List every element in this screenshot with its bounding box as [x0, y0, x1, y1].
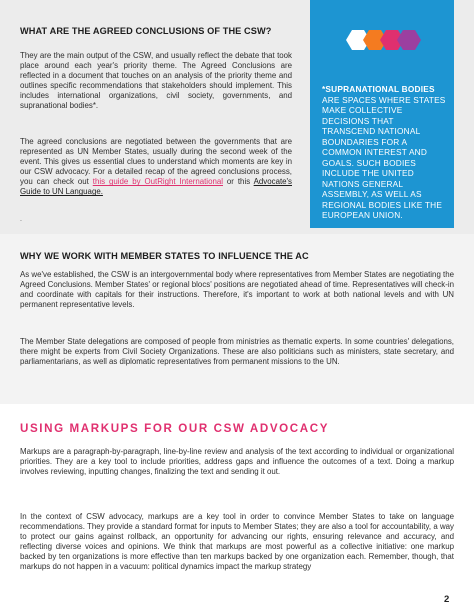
paragraph-member-states-2: The Member State delegations are composed of people from ministries as thematic experts. In some countries' delegations, there might be experts from Civil Society Organizations. These are also politicians such as ministers, state secretary, and parliamentarians, as well as diplomatic representatives from permanent missions to the UN.: [20, 337, 454, 367]
paragraph-markups-1: Markups are a paragraph-by-paragraph, line-by-line review and analysis of the text according to individual or organizational priorities. They are a key tool to include priorities, address gaps and influence the outcomes of a text. Doing a markup involves reviewing, inputting changes, finalizing the text and sending it out.: [20, 447, 454, 477]
hexagons-icon: [338, 20, 430, 60]
outright-guide-link[interactable]: this guide by OutRight International: [92, 177, 223, 187]
paragraph-agreed-conclusions-1: They are the main output of the CSW, and usually reflect the debate that took place around each year's priority theme. The Agreed Conclusions are reflected in a document that touches on an analysis of the priority theme and outlines specific recommendations that stakeholders should implement. This includes international organizations, civil society, governments, and supranational bodies*.: [20, 51, 292, 111]
paragraph-markups-2: In the context of CSW advocacy, markups are a key tool in order to convince Member States to take on language recommendations. They provide a standard format for inputs to Member States; they are also a tool for accountability, a way to protect our gains against rollback, an opportunity for advancing our rights, ensuring relevance and accuracy, and reflecting diverse voices and opinions. We think that markups are most powerful as a collective initiative: one markup backed by ten organizations is more effective than ten markups backed by one organization each. Remember, though, that markups do not happen in a vacuum: political dynamics impact the markup strategy: [20, 512, 454, 572]
heading-agreed-conclusions: WHAT ARE THE AGREED CONCLUSIONS OF THE CSW?: [20, 26, 272, 36]
section-markups: [0, 404, 474, 613]
heading-markups: USING MARKUPS FOR OUR CSW ADVOCACY: [20, 422, 330, 435]
supranational-bodies-title: *SUPRANATIONAL BODIES: [322, 84, 435, 94]
paragraph-agreed-conclusions-2-text: The agreed conclusions are negotiated between the governments that are represented as UN Member States, usually during the second week of the event. This gives us essential clues to understand which moments are key in our CSW advocacy. For a detailed recap of the agreed conclusions process, you can check out: [20, 137, 292, 187]
hexagon-purple: [397, 30, 421, 50]
advocate-guide-link[interactable]: Advocate's Guide to UN Language.: [20, 177, 292, 197]
link-connector-text: or this: [222, 177, 254, 187]
trailing-dot: .: [20, 216, 22, 223]
page-number: 2: [444, 594, 450, 605]
paragraph-member-states-1: As we've established, the CSW is an intergovernmental body where representatives from Member States are negotiating the Agreed Conclusions. Member States' or regional blocs' positions are negotiated ahead of time. Representatives will check-in and coordinate with capitals for their instructions. Therefore, it's important to work at both national levels and with UN permanent representative levels.: [20, 270, 454, 310]
supranational-bodies-box: [310, 0, 454, 228]
heading-member-states: WHY WE WORK WITH MEMBER STATES TO INFLUENCE THE AC: [20, 251, 309, 261]
paragraph-agreed-conclusions-2: [20, 137, 292, 197]
supranational-bodies-text: ARE SPACES WHERE STATES MAKE COLLECTIVE DECISIONS THAT TRANSCEND NATIONAL BOUNDARIES FOR A COMMON INTEREST AND GOALS. SUCH BODIES INCLUDE THE UNITED NATIONS GENERAL ASSEMBLY, AS WELL AS REGIONAL BODIES LIKE THE EUROPEAN UNION.: [322, 95, 446, 220]
